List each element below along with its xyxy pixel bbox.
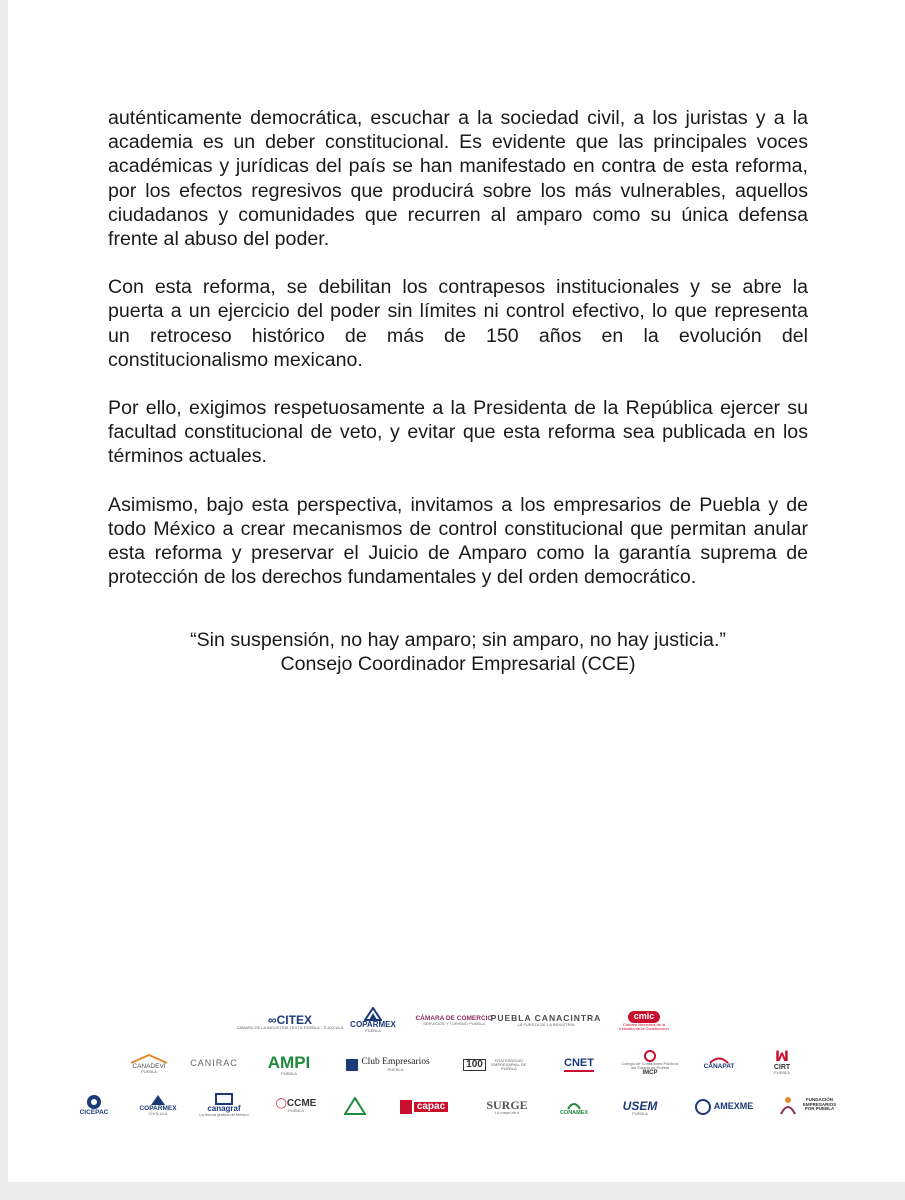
paragraph-3: Por ello, exigimos respetuosamente a la Presidenta de la República ejercer su facultad constitucional de veto, y evitar que esta reforma sea publicada en los términos actuales. xyxy=(108,397,808,468)
triangle-emblem-icon xyxy=(344,1097,366,1115)
logo-ccme: ◯CCME PUEBLA xyxy=(275,1097,317,1114)
logo-surge: SURGE Lo mejor de ti xyxy=(486,1097,528,1116)
capac-icon xyxy=(400,1100,412,1114)
logo-camara-comercio: CÁMARA DE COMERCIO SERVICIOS Y TURISMO PUEBLA xyxy=(416,1006,490,1036)
logo-canacintra: PUEBLA CANACINTRA LA FUERZA DE LA INDUSTRIA xyxy=(490,1013,602,1028)
cicepac-icon xyxy=(86,1094,102,1110)
paragraph-2: Con esta reforma, se debilitan los contrapesos institucionales y se abre la puerta a un ejercicio del poder sin límites ni control efectivo, lo que representa un retroceso histórico de más de 150 años en la evolución del constitucionalismo mexicano. xyxy=(108,276,808,371)
document-body xyxy=(108,106,808,613)
logo-canadevi: CANADEVI PUEBLA xyxy=(124,1050,174,1078)
logo-coparmex-puebla: COPARMEX PUEBLA xyxy=(342,1002,404,1038)
cirt-icon: ꟽ xyxy=(775,1047,789,1064)
logo-citex: ∞CITEX CÁMARA DE LA INDUSTRIA TEXTIL PUEBLA - TLAXCALA xyxy=(236,1012,344,1031)
paragraph-4: Asimismo, bajo esta perspectiva, invitamos a los empresarios de Puebla y de todo México a crear mecanismos de control constitucional que permitan anular esta reforma y preservar el Juicio de Amparo como la garantía suprema de protección de los derechos fundamentales y del orden democrático. xyxy=(108,493,808,589)
club-empresarios-icon xyxy=(346,1059,358,1071)
logo-imcp: Colegio de Contadores Públicos del Estado de Puebla IMCP xyxy=(620,1046,680,1080)
logo-cicepac: CICEPAC xyxy=(74,1088,114,1122)
logo-coparmex-cholula: COPARMEX CHOLULA xyxy=(130,1090,186,1120)
coparmex-icon xyxy=(364,1007,382,1021)
imcp-icon xyxy=(644,1050,656,1062)
canagraf-icon xyxy=(215,1093,233,1105)
logo-fundacion-empresarios: FUNDACIÓN EMPRESARIOS POR PUEBLA xyxy=(776,1090,842,1120)
fundacion-icon xyxy=(779,1095,797,1115)
citex-icon: ∞ xyxy=(268,1012,277,1027)
logo-triangle-org xyxy=(340,1094,370,1118)
closing-quote-block xyxy=(108,628,808,676)
logo-cnet: CNET xyxy=(550,1054,608,1078)
cnet-stripes-icon xyxy=(564,1070,594,1074)
logo-usem: USEM PUEBLA xyxy=(622,1098,658,1117)
logo-cmic: cmic Cámara Mexicana de la Industria de la Construcción xyxy=(619,1011,669,1031)
logo-amexme: AMEXME xyxy=(682,1096,766,1118)
logo-canirac: CANIRAC xyxy=(190,1058,238,1069)
logo-club-empresarios: Club Empresarios PUEBLA xyxy=(334,1054,442,1076)
paragraph-1: auténticamente democrática, escuchar a la sociedad civil, a los juristas y a la academia es un deber constitucional. Es evidente que las principales voces académicas y jurídicas del país se han manifestado en contra de esta reforma, por los efectos regresivos que producirá sobre los más vulnerables, aquellos ciudadanos y comunidades que recurren al amparo como su única defensa frente al abuso del poder. xyxy=(108,107,808,251)
logo-canapat: CANAPAT xyxy=(694,1048,744,1078)
canadevi-icon xyxy=(129,1054,169,1064)
logo-capac: capac xyxy=(388,1096,460,1118)
amexme-icon xyxy=(695,1099,711,1115)
logo-ampi: AMPI PUEBLA xyxy=(267,1052,311,1076)
logo-cirt: ꟽ CIRT PUEBLA xyxy=(773,1047,791,1075)
closing-quote: “Sin suspensión, no hay amparo; sin amparo, no hay justicia.” xyxy=(190,629,726,651)
logo-conamex: CONAMEX xyxy=(550,1094,598,1122)
page-left-edge xyxy=(0,0,8,1200)
coparmex-cholula-icon xyxy=(150,1094,166,1106)
page-bottom-edge xyxy=(0,1182,905,1200)
signature: Consejo Coordinador Empresarial (CCE) xyxy=(280,653,636,676)
ccme-icon: ◯ xyxy=(275,1097,287,1109)
logo-canagraf: canagraf La fuerza gráfica de México xyxy=(198,1088,250,1122)
logo-fraternidad-100: 100 FRATERNIDAD EMPRESARIAL DE PUEBLA xyxy=(456,1054,536,1076)
